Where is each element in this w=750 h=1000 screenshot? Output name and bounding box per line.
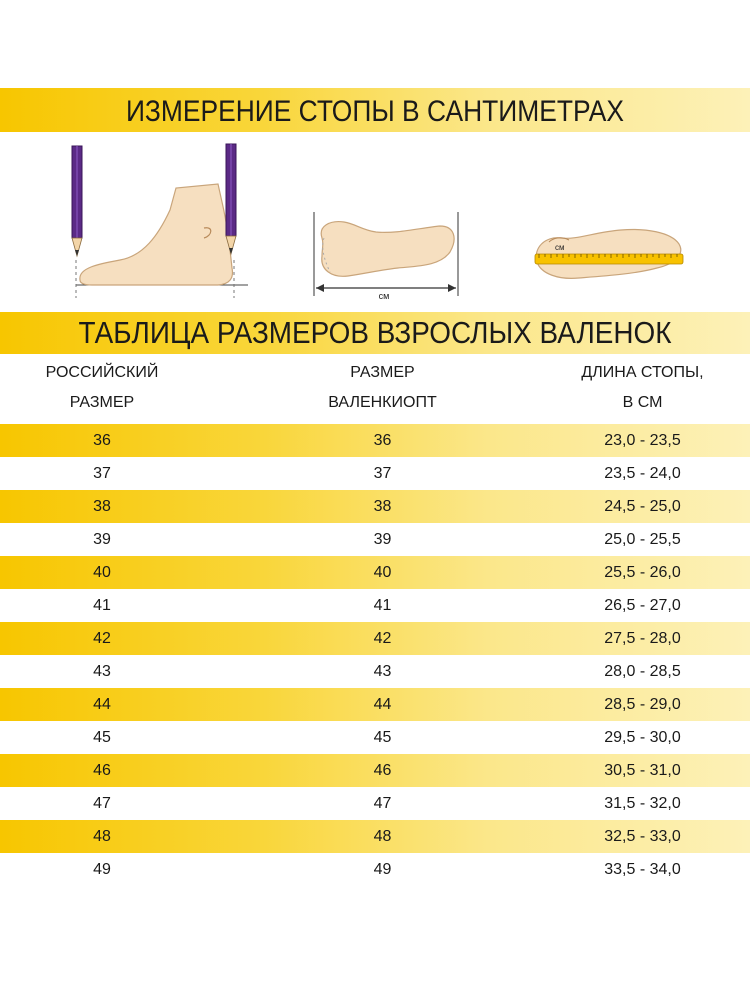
pencil-icon-right [226, 144, 236, 254]
column-header-line: РАЗМЕР [350, 364, 415, 381]
sole-shape [321, 222, 454, 277]
insole-measure-illustration [525, 218, 690, 288]
foot-measure-illustration [58, 140, 253, 300]
column-header-line: РОССИЙСКИЙ [45, 364, 159, 381]
table-row [0, 556, 750, 589]
russian-size-cell: 40 [93, 564, 111, 581]
foot-length-cell: 25,5 - 26,0 [604, 564, 681, 581]
russian-size-cell: 45 [93, 729, 111, 746]
foot-length-cell: 27,5 - 28,0 [604, 630, 681, 647]
tape-measure-icon [535, 254, 683, 264]
russian-size-cell: 46 [93, 762, 111, 779]
valenki-size-cell: 41 [373, 597, 392, 614]
valenki-size-cell: 48 [373, 828, 392, 845]
foot-length-cell: 28,0 - 28,5 [604, 663, 681, 680]
russian-size-cell: 48 [93, 828, 111, 845]
russian-size-cell: 47 [93, 795, 111, 812]
russian-size-cell: 37 [93, 465, 111, 482]
foot-length-cell: 28,5 - 29,0 [604, 696, 681, 713]
valenki-size-cell: 40 [373, 564, 392, 581]
sole-measure-illustration [300, 208, 470, 304]
foot-length-cell: 33,5 - 34,0 [604, 861, 681, 878]
column-header-foot-length [555, 358, 730, 418]
table-row [0, 523, 750, 556]
sole-unit-label: см [378, 291, 390, 301]
valenki-size-cell: 39 [373, 531, 392, 548]
table-row [0, 820, 750, 853]
page-title: ИЗМЕРЕНИЕ СТОПЫ В САНТИМЕТРАХ [125, 95, 625, 128]
table-row [0, 490, 750, 523]
table-row [0, 853, 750, 886]
foot-length-cell: 30,5 - 31,0 [604, 762, 681, 779]
valenki-size-cell: 44 [373, 696, 392, 713]
valenki-size-cell: 38 [373, 498, 392, 515]
valenki-size-cell: 46 [373, 762, 392, 779]
column-header-line: В СМ [622, 394, 663, 411]
table-row [0, 754, 750, 787]
russian-size-cell: 49 [93, 861, 111, 878]
russian-size-cell: 41 [93, 597, 111, 614]
insole-unit-label: см [555, 243, 565, 252]
russian-size-cell: 43 [93, 663, 111, 680]
russian-size-cell: 36 [93, 432, 111, 449]
valenki-size-cell: 36 [373, 432, 392, 449]
table-row [0, 787, 750, 820]
russian-size-cell: 42 [93, 630, 111, 647]
valenki-size-cell: 47 [373, 795, 392, 812]
column-header-line: ДЛИНА СТОПЫ, [581, 364, 704, 381]
foot-length-cell: 24,5 - 25,0 [604, 498, 681, 515]
table-row [0, 622, 750, 655]
column-header-line: ВАЛЕНКИОПТ [328, 394, 437, 411]
russian-size-cell: 38 [93, 498, 111, 515]
foot-length-cell: 23,0 - 23,5 [604, 432, 681, 449]
russian-size-cell: 39 [93, 531, 111, 548]
foot-length-cell: 32,5 - 33,0 [604, 828, 681, 845]
column-header-valenki-size [300, 358, 465, 418]
column-header-russian-size [20, 358, 184, 418]
foot-length-cell: 29,5 - 30,0 [604, 729, 681, 746]
valenki-size-cell: 43 [373, 663, 392, 680]
valenki-size-cell: 37 [373, 465, 392, 482]
table-row [0, 688, 750, 721]
table-row [0, 589, 750, 622]
russian-size-cell: 44 [93, 696, 111, 713]
table-row [0, 655, 750, 688]
valenki-size-cell: 42 [373, 630, 392, 647]
foot-length-cell: 23,5 - 24,0 [604, 465, 681, 482]
size-table [0, 424, 750, 886]
table-row [0, 457, 750, 490]
valenki-size-cell: 45 [373, 729, 392, 746]
foot-length-cell: 31,5 - 32,0 [604, 795, 681, 812]
table-title: ТАБЛИЦА РАЗМЕРОВ ВЗРОСЛЫХ ВАЛЕНОК [78, 315, 672, 350]
valenki-size-cell: 49 [373, 861, 392, 878]
table-row [0, 721, 750, 754]
foot-length-cell: 26,5 - 27,0 [604, 597, 681, 614]
table-row [0, 424, 750, 457]
foot-length-cell: 25,0 - 25,5 [604, 531, 681, 548]
column-header-line: РАЗМЕР [69, 394, 135, 411]
pencil-icon-left [72, 146, 82, 256]
